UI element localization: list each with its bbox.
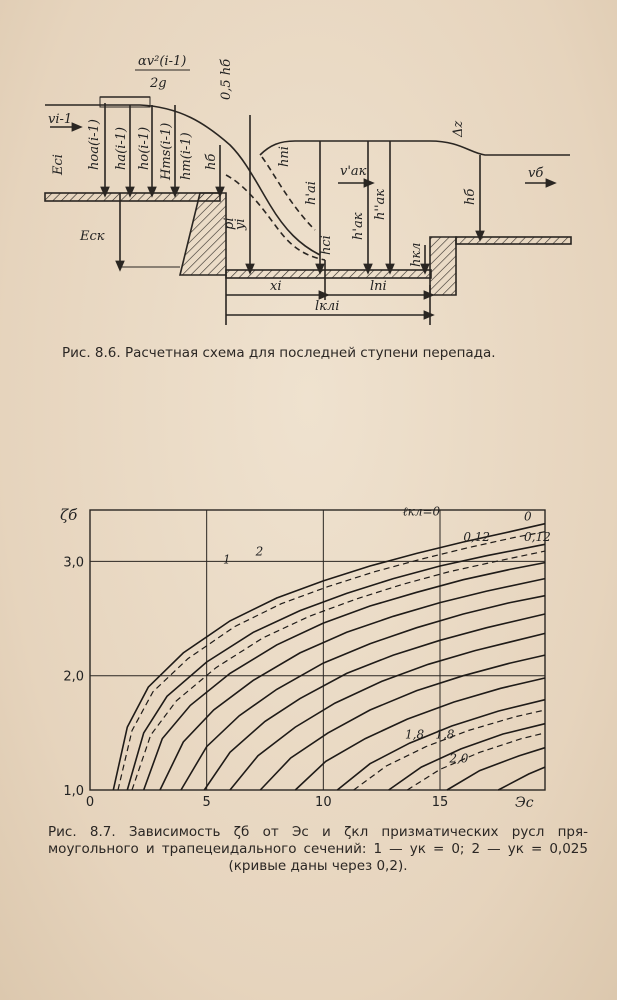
y-axis-label: ζб xyxy=(60,506,78,524)
label-h-b: hб xyxy=(204,153,219,170)
figure-8-7-caption-line2: моугольного и трапецеидального сечений: 1 — yк = 0; 2 — yк = 0,025 xyxy=(48,841,588,857)
label-h-b2: hб xyxy=(463,188,478,205)
label-h-a: ha(i-1) xyxy=(114,126,129,170)
curve-label: 2,0 xyxy=(449,751,469,766)
label-v-b: vб xyxy=(528,166,544,181)
curve-dashed-14 xyxy=(407,733,545,790)
curve-label: 2 xyxy=(255,544,264,559)
label-y-i: yi xyxy=(233,218,248,230)
curve-label: 0 xyxy=(524,509,532,524)
curve-label: ℓкл=0 xyxy=(402,504,441,519)
upstream-bed xyxy=(45,193,220,201)
curve-solid-7 xyxy=(204,614,545,790)
jump-surface xyxy=(260,141,570,155)
label-e-ck: Eск xyxy=(80,229,105,244)
label-h-ni: hni xyxy=(277,146,292,167)
label-v-in: vi-1 xyxy=(48,112,73,127)
label-delta-z: Δz xyxy=(451,120,466,137)
curve-label: 1,8 xyxy=(405,727,425,742)
drop-wall xyxy=(180,193,226,275)
curve-solid-11 xyxy=(337,700,545,790)
x-tick-label: 15 xyxy=(431,795,449,810)
label-l-kli: lклi xyxy=(315,299,340,314)
label-h-ai: h'ai xyxy=(304,181,319,205)
label-v-ak: v'aк xyxy=(340,164,367,179)
label-l-ni: lпi xyxy=(370,279,387,294)
label-h-ci: hci xyxy=(319,235,334,255)
figure-8-7-caption-line1: Рис. 8.7. Зависимость ζб от Эс и ζкл призматических русл пря- xyxy=(48,824,588,840)
downstream-bed xyxy=(456,237,571,244)
curve-solid-0 xyxy=(113,524,545,790)
label-e-ci: Eci xyxy=(51,154,66,175)
chart-curve-labels xyxy=(223,505,551,766)
x-axis-label: Эс xyxy=(515,795,534,811)
curve-solid-2 xyxy=(127,544,545,790)
x-tick-label: 0 xyxy=(85,795,95,810)
label-2g: 2g xyxy=(150,76,167,91)
x-tick-label: 10 xyxy=(315,795,332,810)
y-tick-label: 3,0 xyxy=(63,555,84,571)
label-x-i: xi xyxy=(270,279,282,294)
label-h-ak: h'aк xyxy=(351,212,366,240)
figure-8-7-caption xyxy=(48,824,588,875)
curve-solid-16 xyxy=(498,767,545,790)
curve-label: 1 xyxy=(223,552,231,567)
y-tick-label: 1,0 xyxy=(63,784,84,799)
label-p-i: pi xyxy=(222,217,237,230)
y-tick-label: 2,0 xyxy=(63,669,84,685)
end-sill xyxy=(430,237,456,295)
curve-solid-4 xyxy=(144,563,545,790)
figure-8-7-caption-line3: (кривые даны через 0,2). xyxy=(228,858,408,874)
label-h-oa: hoa(i-1) xyxy=(87,119,102,170)
curve-label: 0,12 xyxy=(463,529,491,544)
label-velocity-head: αv²(i-1) xyxy=(138,54,187,69)
chart-curves xyxy=(113,524,545,790)
curve-dashed-1 xyxy=(118,529,545,790)
label-h-kl: hкл xyxy=(409,242,424,267)
curve-label: 0,12 xyxy=(524,529,551,544)
label-h-ak2: h''aк xyxy=(373,188,388,220)
label-h-o: ho(i-1) xyxy=(137,126,152,170)
label-h-t: hт(i-1) xyxy=(179,132,194,180)
curve-dashed-12 xyxy=(354,710,545,790)
x-tick-label: 5 xyxy=(202,795,211,810)
label-half-hb: 0,5 hб xyxy=(219,58,234,100)
figure-8-6-scheme xyxy=(30,45,590,345)
figure-8-6-caption: Рис. 8.6. Расчетная схема для последней ступени перепада. xyxy=(62,345,496,361)
curve-label: 1,8 xyxy=(435,727,455,742)
basin-bed xyxy=(226,270,431,278)
figure-8-7-chart xyxy=(20,470,600,820)
label-ht-s: Hтs(i-1) xyxy=(159,122,174,180)
